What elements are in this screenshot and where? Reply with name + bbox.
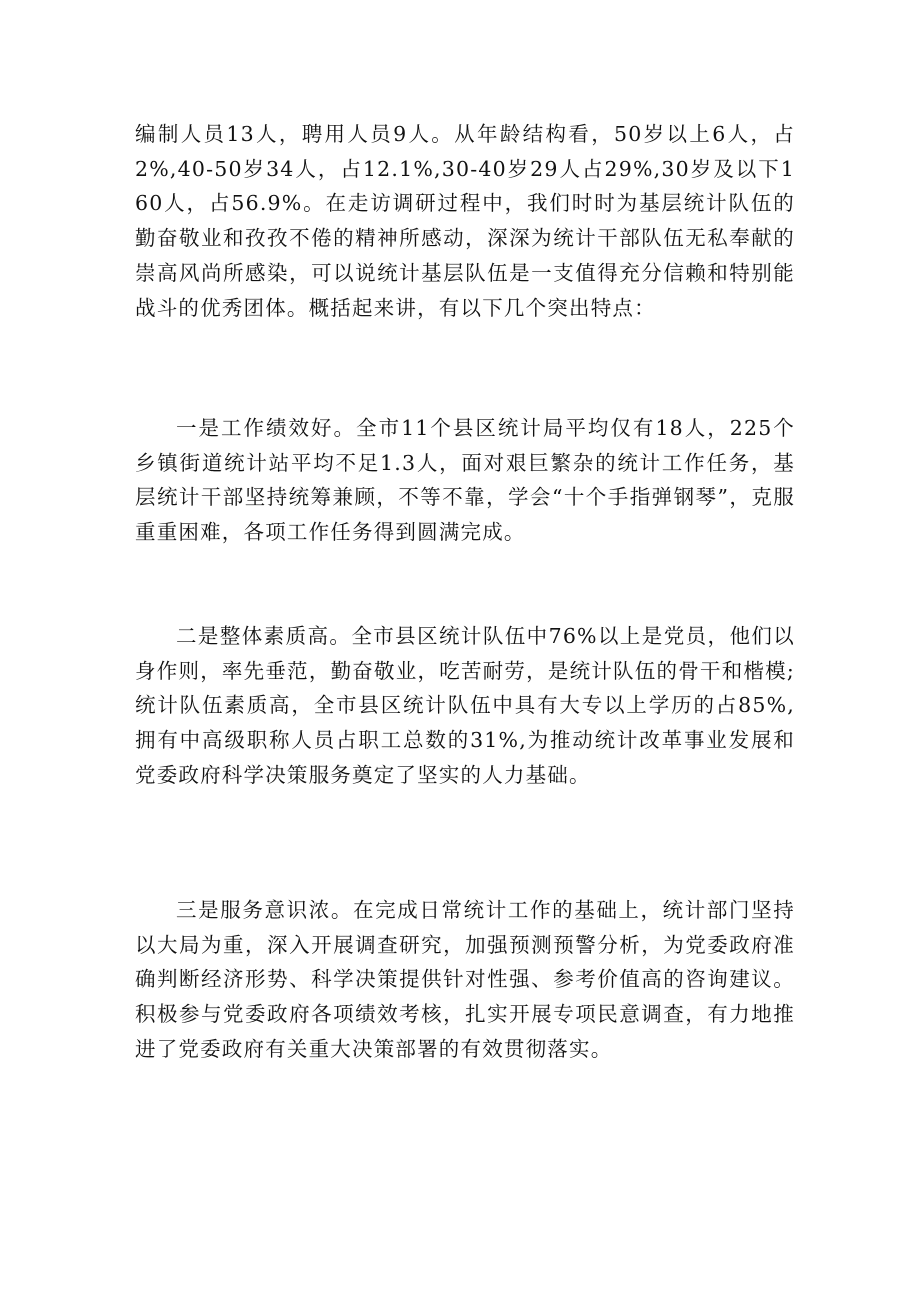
paragraph-service-awareness: 三是服务意识浓。在完成日常统计工作的基础上，统计部门坚持以大局为重，深入开展调查研究，加强预测预警分析，为党委政府准确判断经济形势、科学决策提供针对性强、参考价值高的咨询建议。积极参与党委政府各项绩效考核，扎实开展专项民意调查，有力地推进了党委政府有关重大决策部署的有效贯彻落实。 <box>135 898 795 1061</box>
paragraph-work-performance: 一是工作绩效好。全市11个县区统计局平均仅有18人，225个乡镇街道统计站平均不足1.3人，面对艰巨繁杂的统计工作任务，基层统计干部坚持统筹兼顾，不等不靠，学会“十个手指弹钢琴”，克服重重困难，各项工作任务得到圆满完成。 <box>135 416 795 545</box>
paragraph-intro: 编制人员13人，聘用人员9人。从年龄结构看，50岁以上6人，占2%,40-50岁34人，占12.1%,30-40岁29人占29%,30岁及以下160人，占56.9%。在走访调研过程中，我们时时为基层统计队伍的勤奋敬业和孜孜不倦的精神所感动，深深为统计干部队伍无私奉献的崇高风尚所感染，可以说统计基层队伍是一支值得充分信赖和特别能战斗的优秀团体。概括起来讲，有以下几个突出特点： <box>135 122 795 320</box>
paragraph-overall-quality: 二是整体素质高。全市县区统计队伍中76%以上是党员，他们以身作则，率先垂范，勤奋敬业，吃苦耐劳，是统计队伍的骨干和楷模;统计队伍素质高，全市县区统计队伍中具有大专以上学历的占85%,拥有中高级职称人员占职工总数的31%,为推动统计改革事业发展和党委政府科学决策服务奠定了坚实的人力基础。 <box>135 624 795 787</box>
